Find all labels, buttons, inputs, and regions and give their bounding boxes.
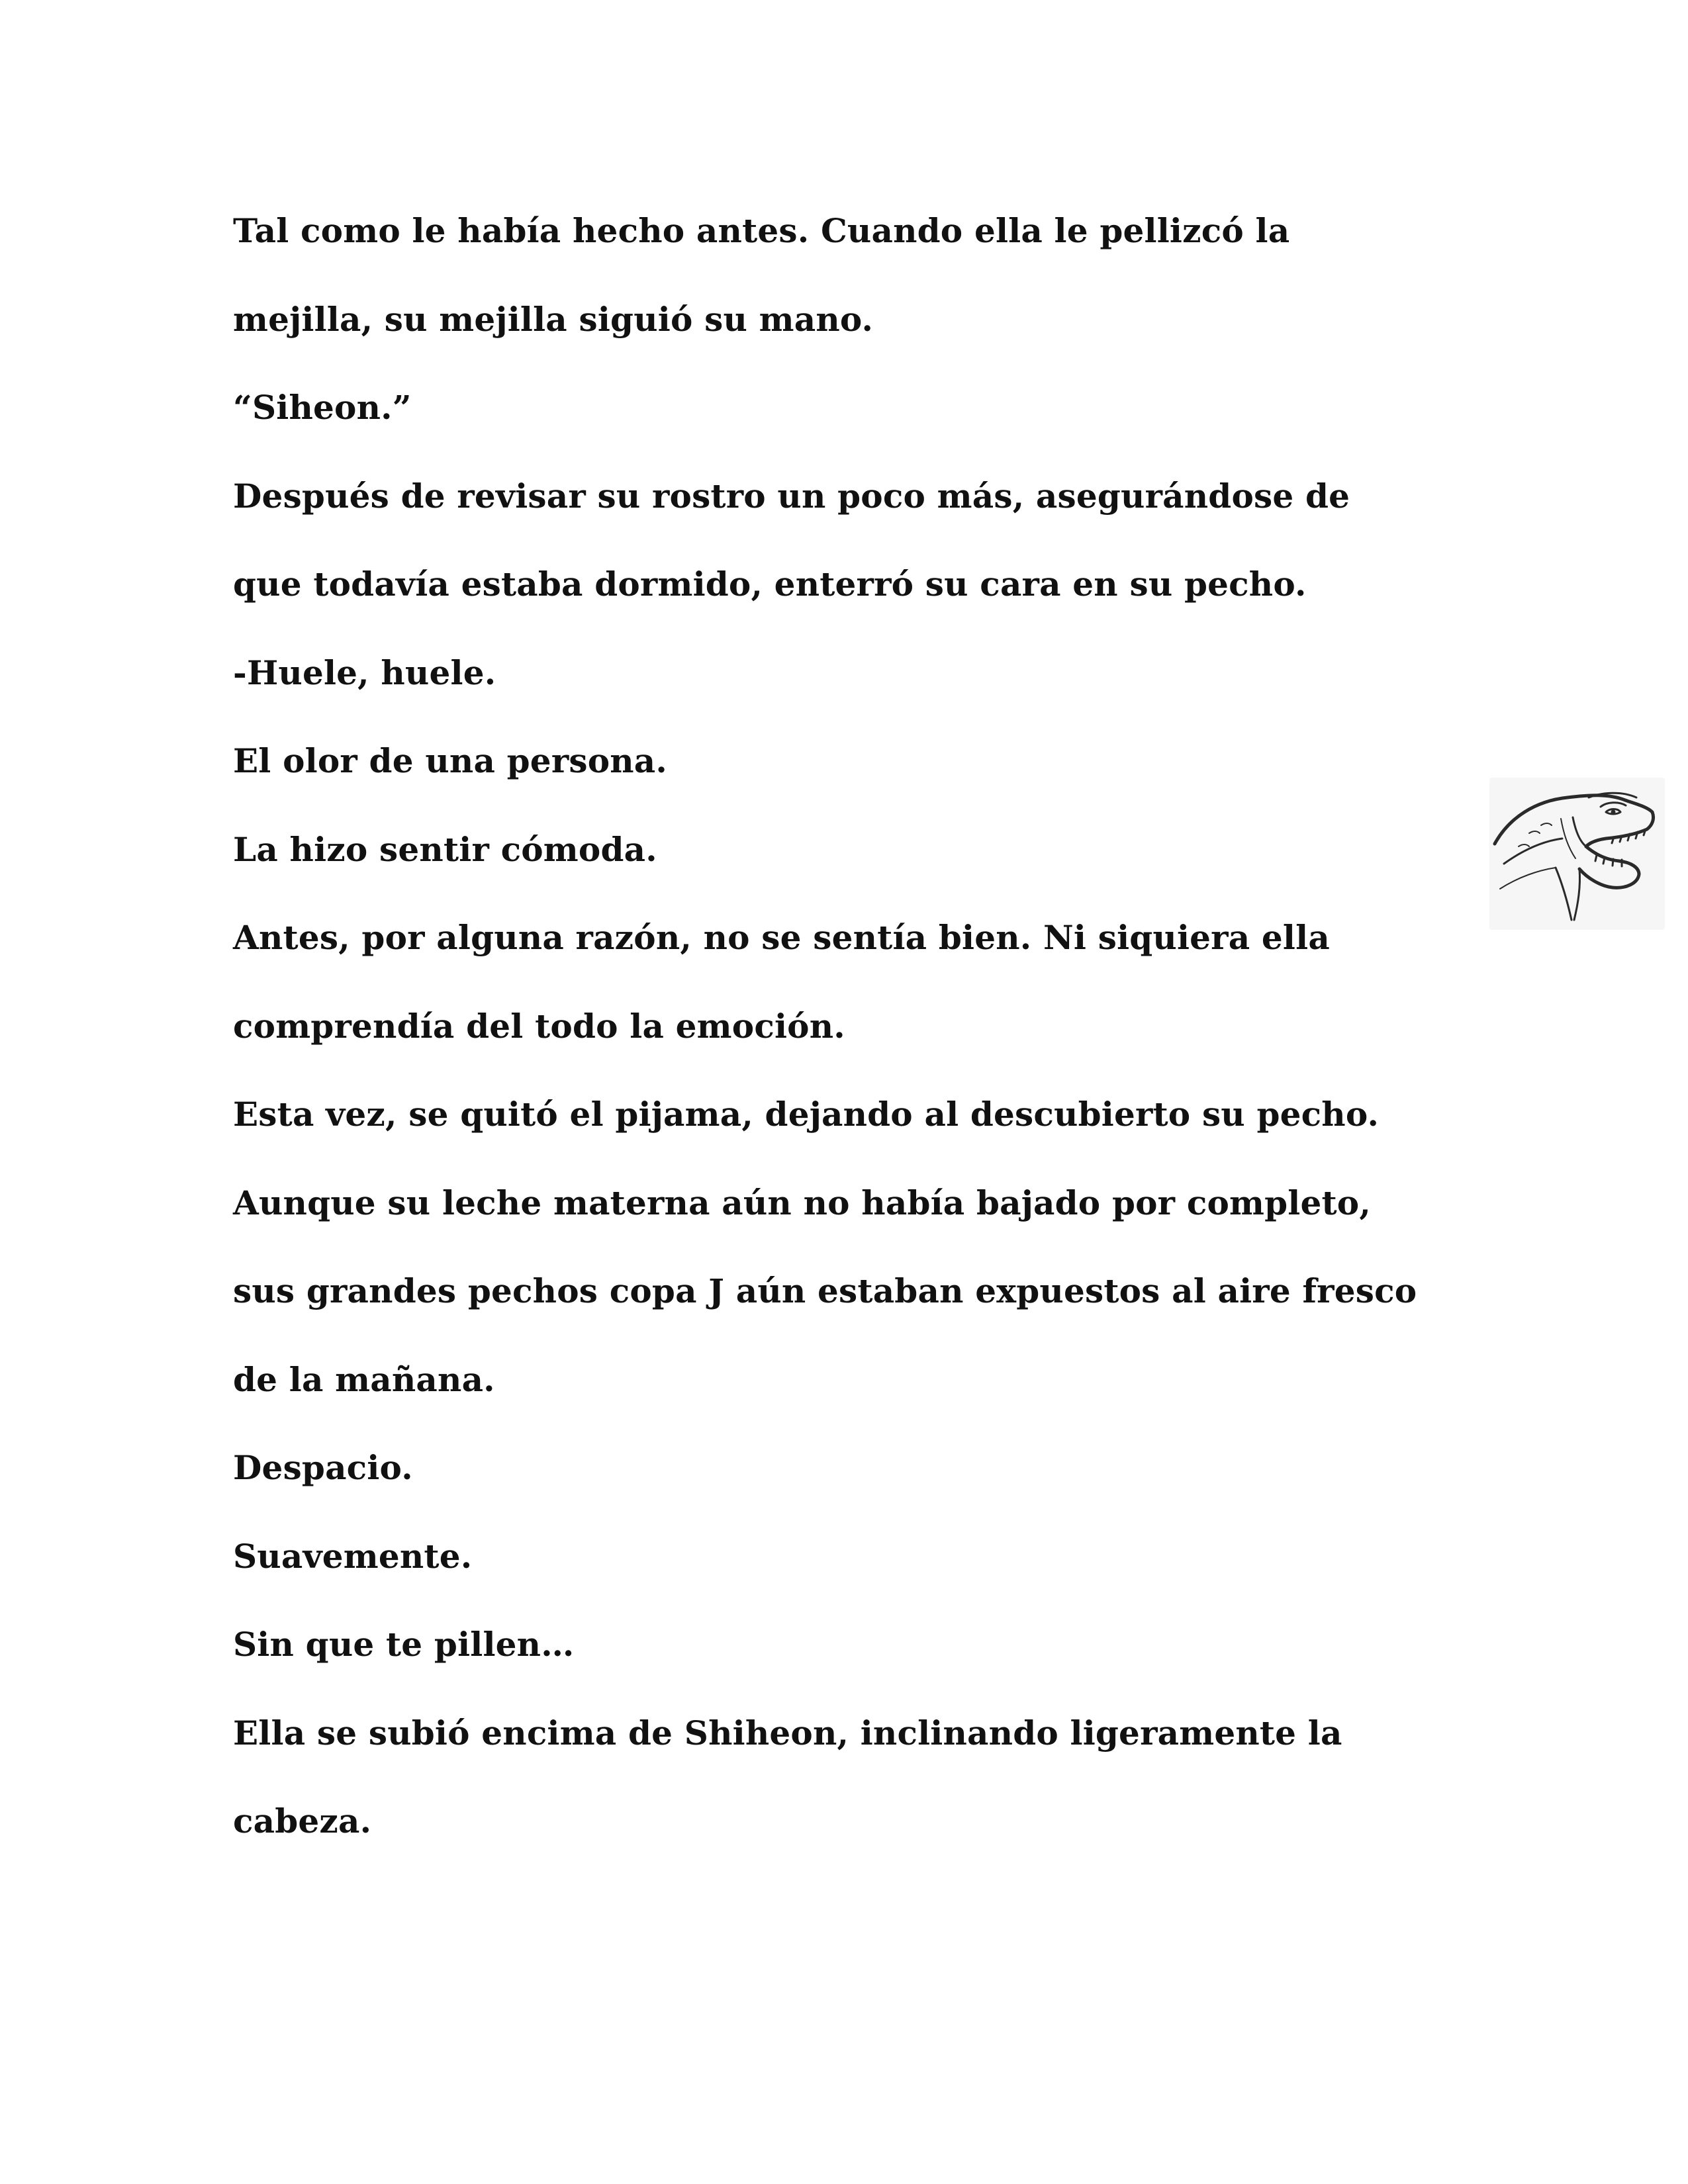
- text-line: cabeza.: [233, 1801, 372, 1841]
- text-line: Después de revisar su rostro un poco más, asegurándose de: [233, 476, 1350, 516]
- text-line: de la mañana.: [233, 1359, 495, 1399]
- body-text: [233, 187, 1524, 1866]
- text-line: La hizo sentir cómoda.: [233, 829, 657, 869]
- text-line: “Siheon.”: [233, 388, 412, 427]
- text-line: Aunque su leche materna aún no había bajado por completo,: [233, 1183, 1371, 1222]
- text-line: Suavemente.: [233, 1536, 473, 1576]
- text-line: El olor de una persona.: [233, 741, 668, 780]
- text-line: que todavía estaba dormido, enterró su cara en su pecho.: [233, 565, 1307, 604]
- text-line: mejilla, su mejilla siguió su mano.: [233, 299, 874, 339]
- text-line: sus grandes pechos copa J aún estaban expuestos al aire fresco: [233, 1271, 1417, 1310]
- text-line: Antes, por alguna razón, no se sentía bien. Ni siquiera ella: [233, 918, 1330, 957]
- text-line: Esta vez, se quitó el pijama, dejando al descubierto su pecho.: [233, 1095, 1380, 1134]
- text-line: comprendía del todo la emoción.: [233, 1006, 845, 1046]
- text-line: Ella se subió encima de Shiheon, inclinando ligeramente la: [233, 1713, 1342, 1752]
- text-line: Tal como le había hecho antes. Cuando ella le pellizcó la: [233, 211, 1290, 250]
- text-line: -Huele, huele.: [233, 653, 496, 692]
- text-line: Sin que te pillen…: [233, 1625, 575, 1664]
- dinosaur-head-icon: [1489, 778, 1665, 930]
- text-line: Despacio.: [233, 1448, 413, 1487]
